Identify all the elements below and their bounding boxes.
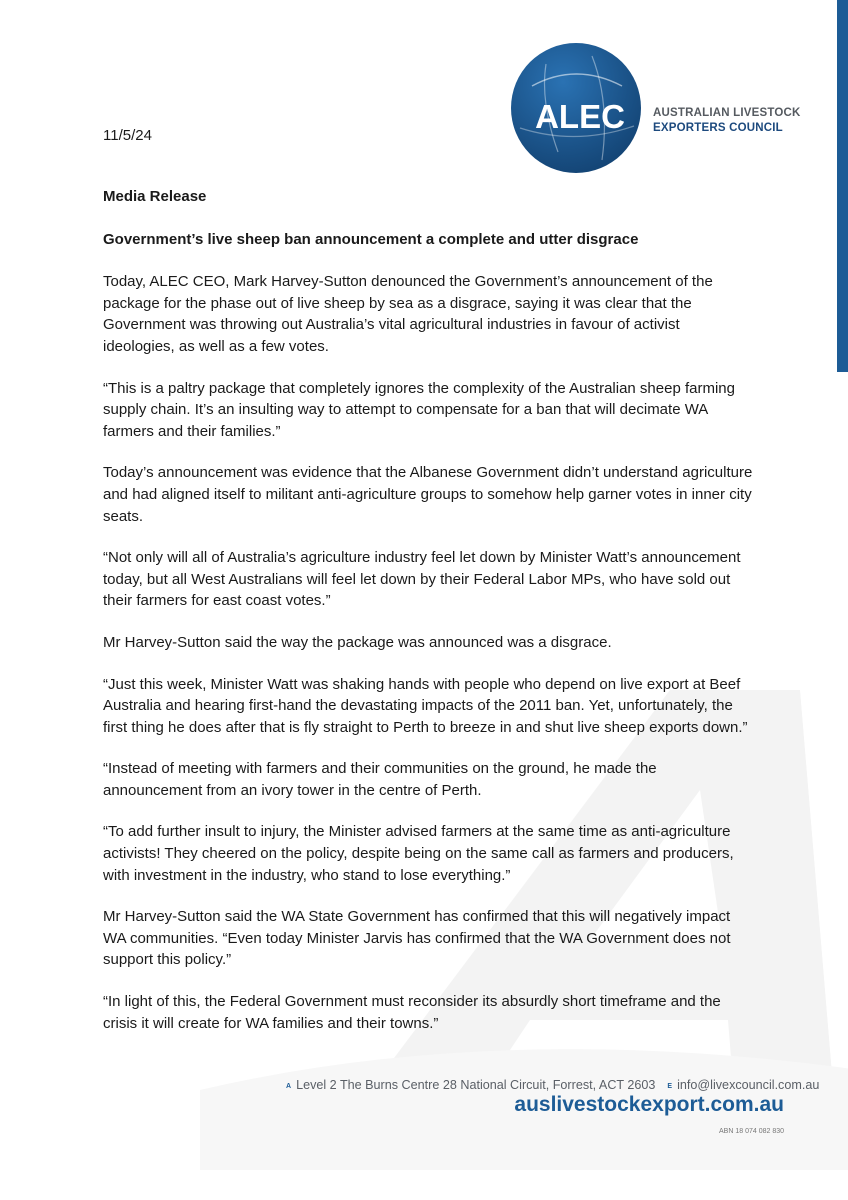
email-marker: E <box>667 1083 673 1090</box>
release-body <box>103 186 753 1054</box>
release-date: 11/5/24 <box>103 127 152 144</box>
org-name-line-2: EXPORTERS COUNCIL <box>653 122 783 134</box>
footer-address: Level 2 The Burns Centre 28 National Circuit, Forrest, ACT 2603 <box>296 1078 656 1092</box>
side-accent-bar <box>837 0 848 372</box>
release-type-heading: Media Release <box>103 188 207 205</box>
paragraph-3: Today’s announcement was evidence that the Albanese Government didn’t understand agriculture and had aligned itself to militant anti-agriculture groups to somehow help garner votes in inner city seats. <box>103 464 753 525</box>
footer-abn: ABN 18 074 082 830 <box>719 1128 784 1135</box>
headline: Government’s live sheep ban announcement a complete and utter disgrace <box>103 230 639 248</box>
footer-contact <box>286 1078 819 1092</box>
paragraph-1: Today, ALEC CEO, Mark Harvey-Sutton denounced the Government’s announcement of the package for the phase out of live sheep by sea as a disgrace, saying it was clear that the Government was throwing out Australia’s vital agricultural industries in favour of activist ideologies, as well as a few votes. <box>103 273 713 355</box>
alec-logo <box>510 42 642 174</box>
paragraph-8: “To add further insult to injury, the Minister advised farmers at the same time as anti-agriculture activists! They cheered on the policy, despite being on the same call as farmers and producers, with investment in the industry, who stand to lose everything.” <box>103 823 734 884</box>
paragraph-2: “This is a paltry package that completely ignores the complexity of the Australian sheep farming supply chain. It’s an insulting way to attempt to compensate for a ban that will decimate WA farmers and their families.” <box>103 379 735 440</box>
paragraph-9: Mr Harvey-Sutton said the WA State Government has confirmed that this will negatively impact WA communities. “Even today Minister Jarvis has confirmed that the WA Government does not support this policy.” <box>103 908 731 969</box>
org-name-line-1: AUSTRALIAN LIVESTOCK <box>653 107 801 119</box>
address-marker: A <box>286 1083 292 1090</box>
paragraph-5: Mr Harvey-Sutton said the way the package was announced was a disgrace. <box>103 633 612 651</box>
footer-email[interactable]: info@livexcouncil.com.au <box>677 1078 820 1092</box>
organisation-name <box>653 106 801 136</box>
paragraph-4: “Not only will all of Australia’s agriculture industry feel let down by Minister Watt’s announcement today, but all West Australians will feel let down by their Federal Labor MPs, who have sold out their farmers for east coast votes.” <box>103 549 741 610</box>
paragraph-7: “Instead of meeting with farmers and their communities on the ground, he made the announcement from an ivory tower in the centre of Perth. <box>103 760 657 799</box>
paragraph-6: “Just this week, Minister Watt was shaking hands with people who depend on live export at Beef Australia and hearing first-hand the devastating impacts of the 2011 ban. Yet, unfortunately, the first thing he does after that is fly straight to Perth to breeze in and shut live sheep exports down.” <box>103 675 748 736</box>
footer-website[interactable]: auslivestockexport.com.au <box>514 1093 784 1116</box>
logo-wordmark: ALEC <box>535 98 625 135</box>
paragraph-10: “In light of this, the Federal Government must reconsider its absurdly short timeframe and the crisis it will create for WA families and their towns.” <box>103 993 721 1032</box>
